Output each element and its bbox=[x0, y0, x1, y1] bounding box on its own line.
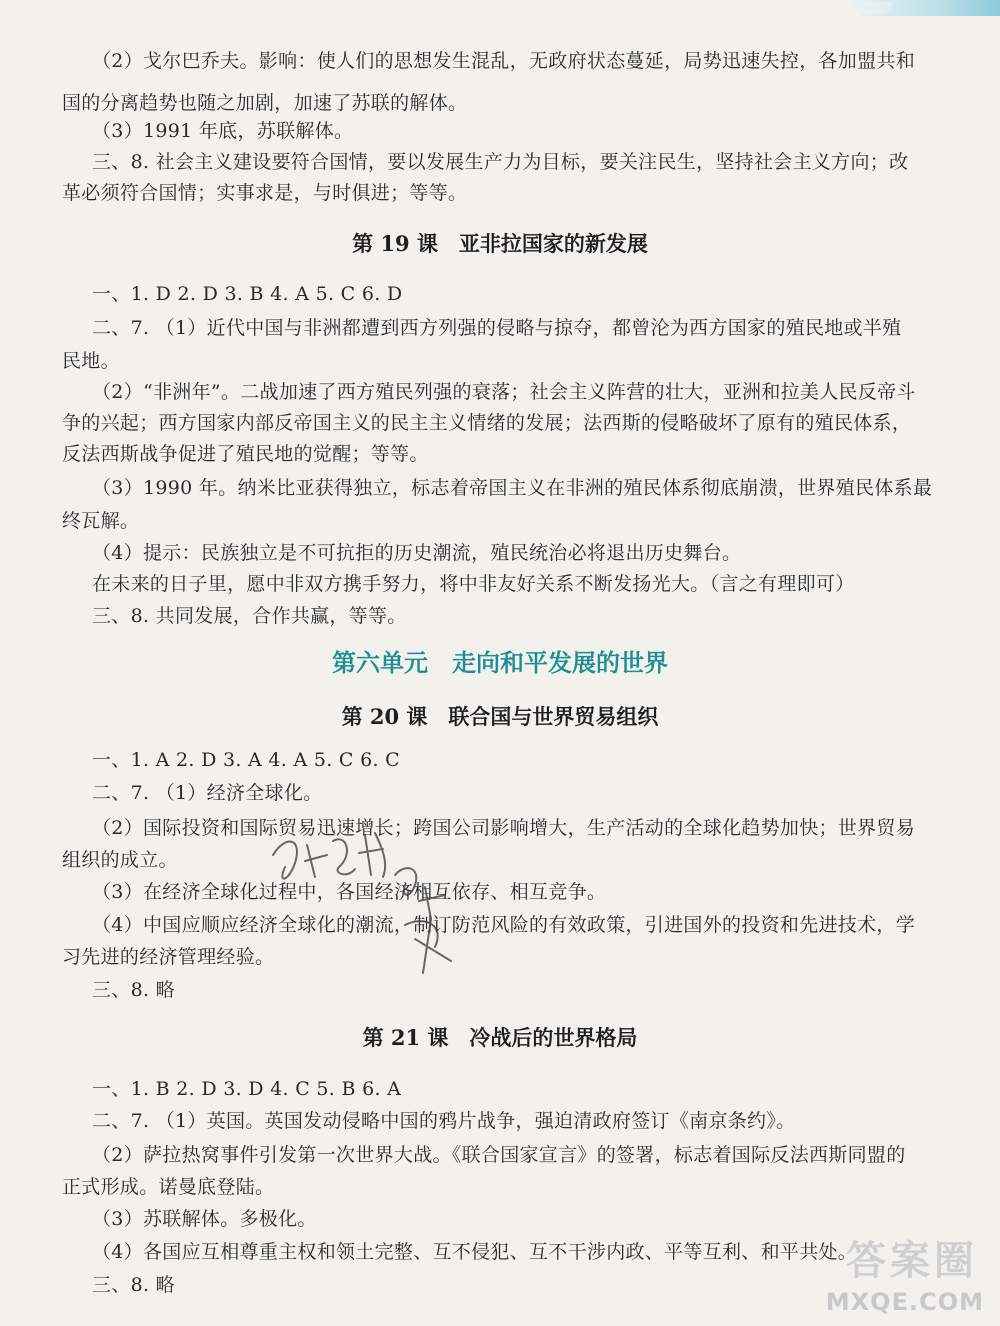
watermark-site: MXQE.COM bbox=[825, 1288, 984, 1316]
text-line: 反法西斯战争促进了殖民地的觉醒；等等。 bbox=[62, 443, 429, 465]
text-line: （4）中国应顺应经济全球化的潮流，制订防范风险的有效政策，引进国外的投资和先进技术，学 bbox=[92, 914, 915, 936]
text-line: 一、1. D 2. D 3. B 4. A 5. C 6. D bbox=[92, 283, 403, 305]
text-line: 二、7. （1）经济全球化。 bbox=[92, 782, 323, 804]
text-line: 三、8. 社会主义建设要符合国情，要以发展生产力为目标，要关注民生，坚持社会主义方向；改 bbox=[92, 151, 909, 173]
corner-tab-decoration bbox=[850, 0, 1000, 16]
text-line: 正式形成。诺曼底登陆。 bbox=[62, 1176, 275, 1198]
text-line: 一、1. B 2. D 3. D 4. C 5. B 6. A bbox=[92, 1078, 402, 1100]
lesson-19-heading: 第 19 课 亚非拉国家的新发展 bbox=[352, 231, 648, 256]
text-line: （3）1990 年。纳米比亚获得独立，标志着帝国主义在非洲的殖民体系彻底崩溃，世界殖民体系最 bbox=[92, 477, 933, 499]
text-line: 三、8. 共同发展，合作共赢，等等。 bbox=[92, 605, 407, 627]
text-line: 革必须符合国情；实事求是，与时俱进；等等。 bbox=[62, 182, 468, 204]
handwriting-scribble bbox=[255, 815, 485, 985]
text-line: （2）国际投资和国际贸易迅速增长；跨国公司影响增大，生产活动的全球化趋势加快；世界贸易 bbox=[92, 817, 915, 839]
text-line: （3）在经济全球化过程中，各国经济相互依存、相互竞争。 bbox=[92, 881, 607, 903]
watermark-logo: 答案圈 bbox=[846, 1238, 978, 1284]
lesson-20-heading: 第 20 课 联合国与世界贸易组织 bbox=[341, 704, 659, 729]
unit-6-heading: 第六单元 走向和平发展的世界 bbox=[332, 648, 668, 677]
text-line: 三、8. 略 bbox=[92, 979, 175, 1001]
text-line: 一、1. A 2. D 3. A 4. A 5. C 6. C bbox=[92, 749, 400, 771]
text-line: 民地。 bbox=[62, 350, 120, 372]
text-line: （4）提示：民族独立是不可抗拒的历史潮流，殖民统治必将退出历史舞台。 bbox=[92, 542, 742, 564]
watermark bbox=[804, 1238, 994, 1322]
text-line: 二、7. （1）英国。英国发动侵略中国的鸦片战争，强迫清政府签订《南京条约》。 bbox=[92, 1110, 796, 1132]
text-line: （3）1991 年底，苏联解体。 bbox=[92, 120, 354, 142]
text-line: 三、8. 略 bbox=[92, 1274, 175, 1296]
text-line: 习先进的经济管理经验。 bbox=[62, 946, 275, 968]
text-line: （2）戈尔巴乔夫。影响：使人们的思想发生混乱，无政府状态蔓延，局势迅速失控，各加盟共和 bbox=[92, 50, 915, 72]
text-line: 国的分离趋势也随之加剧，加速了苏联的解体。 bbox=[62, 92, 468, 114]
text-line: 争的兴起；西方国家内部反帝国主义的民主主义情绪的发展；法西斯的侵略破坏了原有的殖民体系， bbox=[62, 412, 912, 434]
text-line: 终瓦解。 bbox=[62, 510, 140, 532]
lesson-21-heading: 第 21 课 冷战后的世界格局 bbox=[362, 1025, 638, 1050]
text-line: 在未来的日子里，愿中非双方携手努力，将中非友好关系不断发扬光大。（言之有理即可） bbox=[92, 573, 855, 595]
text-line: 二、7. （1）近代中国与非洲都遭到西方列强的侵略与掠夺，都曾沦为西方国家的殖民地或半殖 bbox=[92, 317, 902, 339]
text-line: 组织的成立。 bbox=[62, 849, 178, 871]
text-line: （2）“非洲年”。二战加速了西方殖民列强的衰落；社会主义阵营的壮大，亚洲和拉美人民反帝斗 bbox=[92, 381, 916, 403]
text-line: （2）萨拉热窝事件引发第一次世界大战。《联合国家宣言》的签署，标志着国际反法西斯同盟的 bbox=[92, 1144, 906, 1166]
text-line: （4）各国应互相尊重主权和领土完整、互不侵犯、互不干涉内政、平等互利、和平共处。 bbox=[92, 1241, 858, 1263]
text-line: （3）苏联解体。多极化。 bbox=[92, 1208, 317, 1230]
